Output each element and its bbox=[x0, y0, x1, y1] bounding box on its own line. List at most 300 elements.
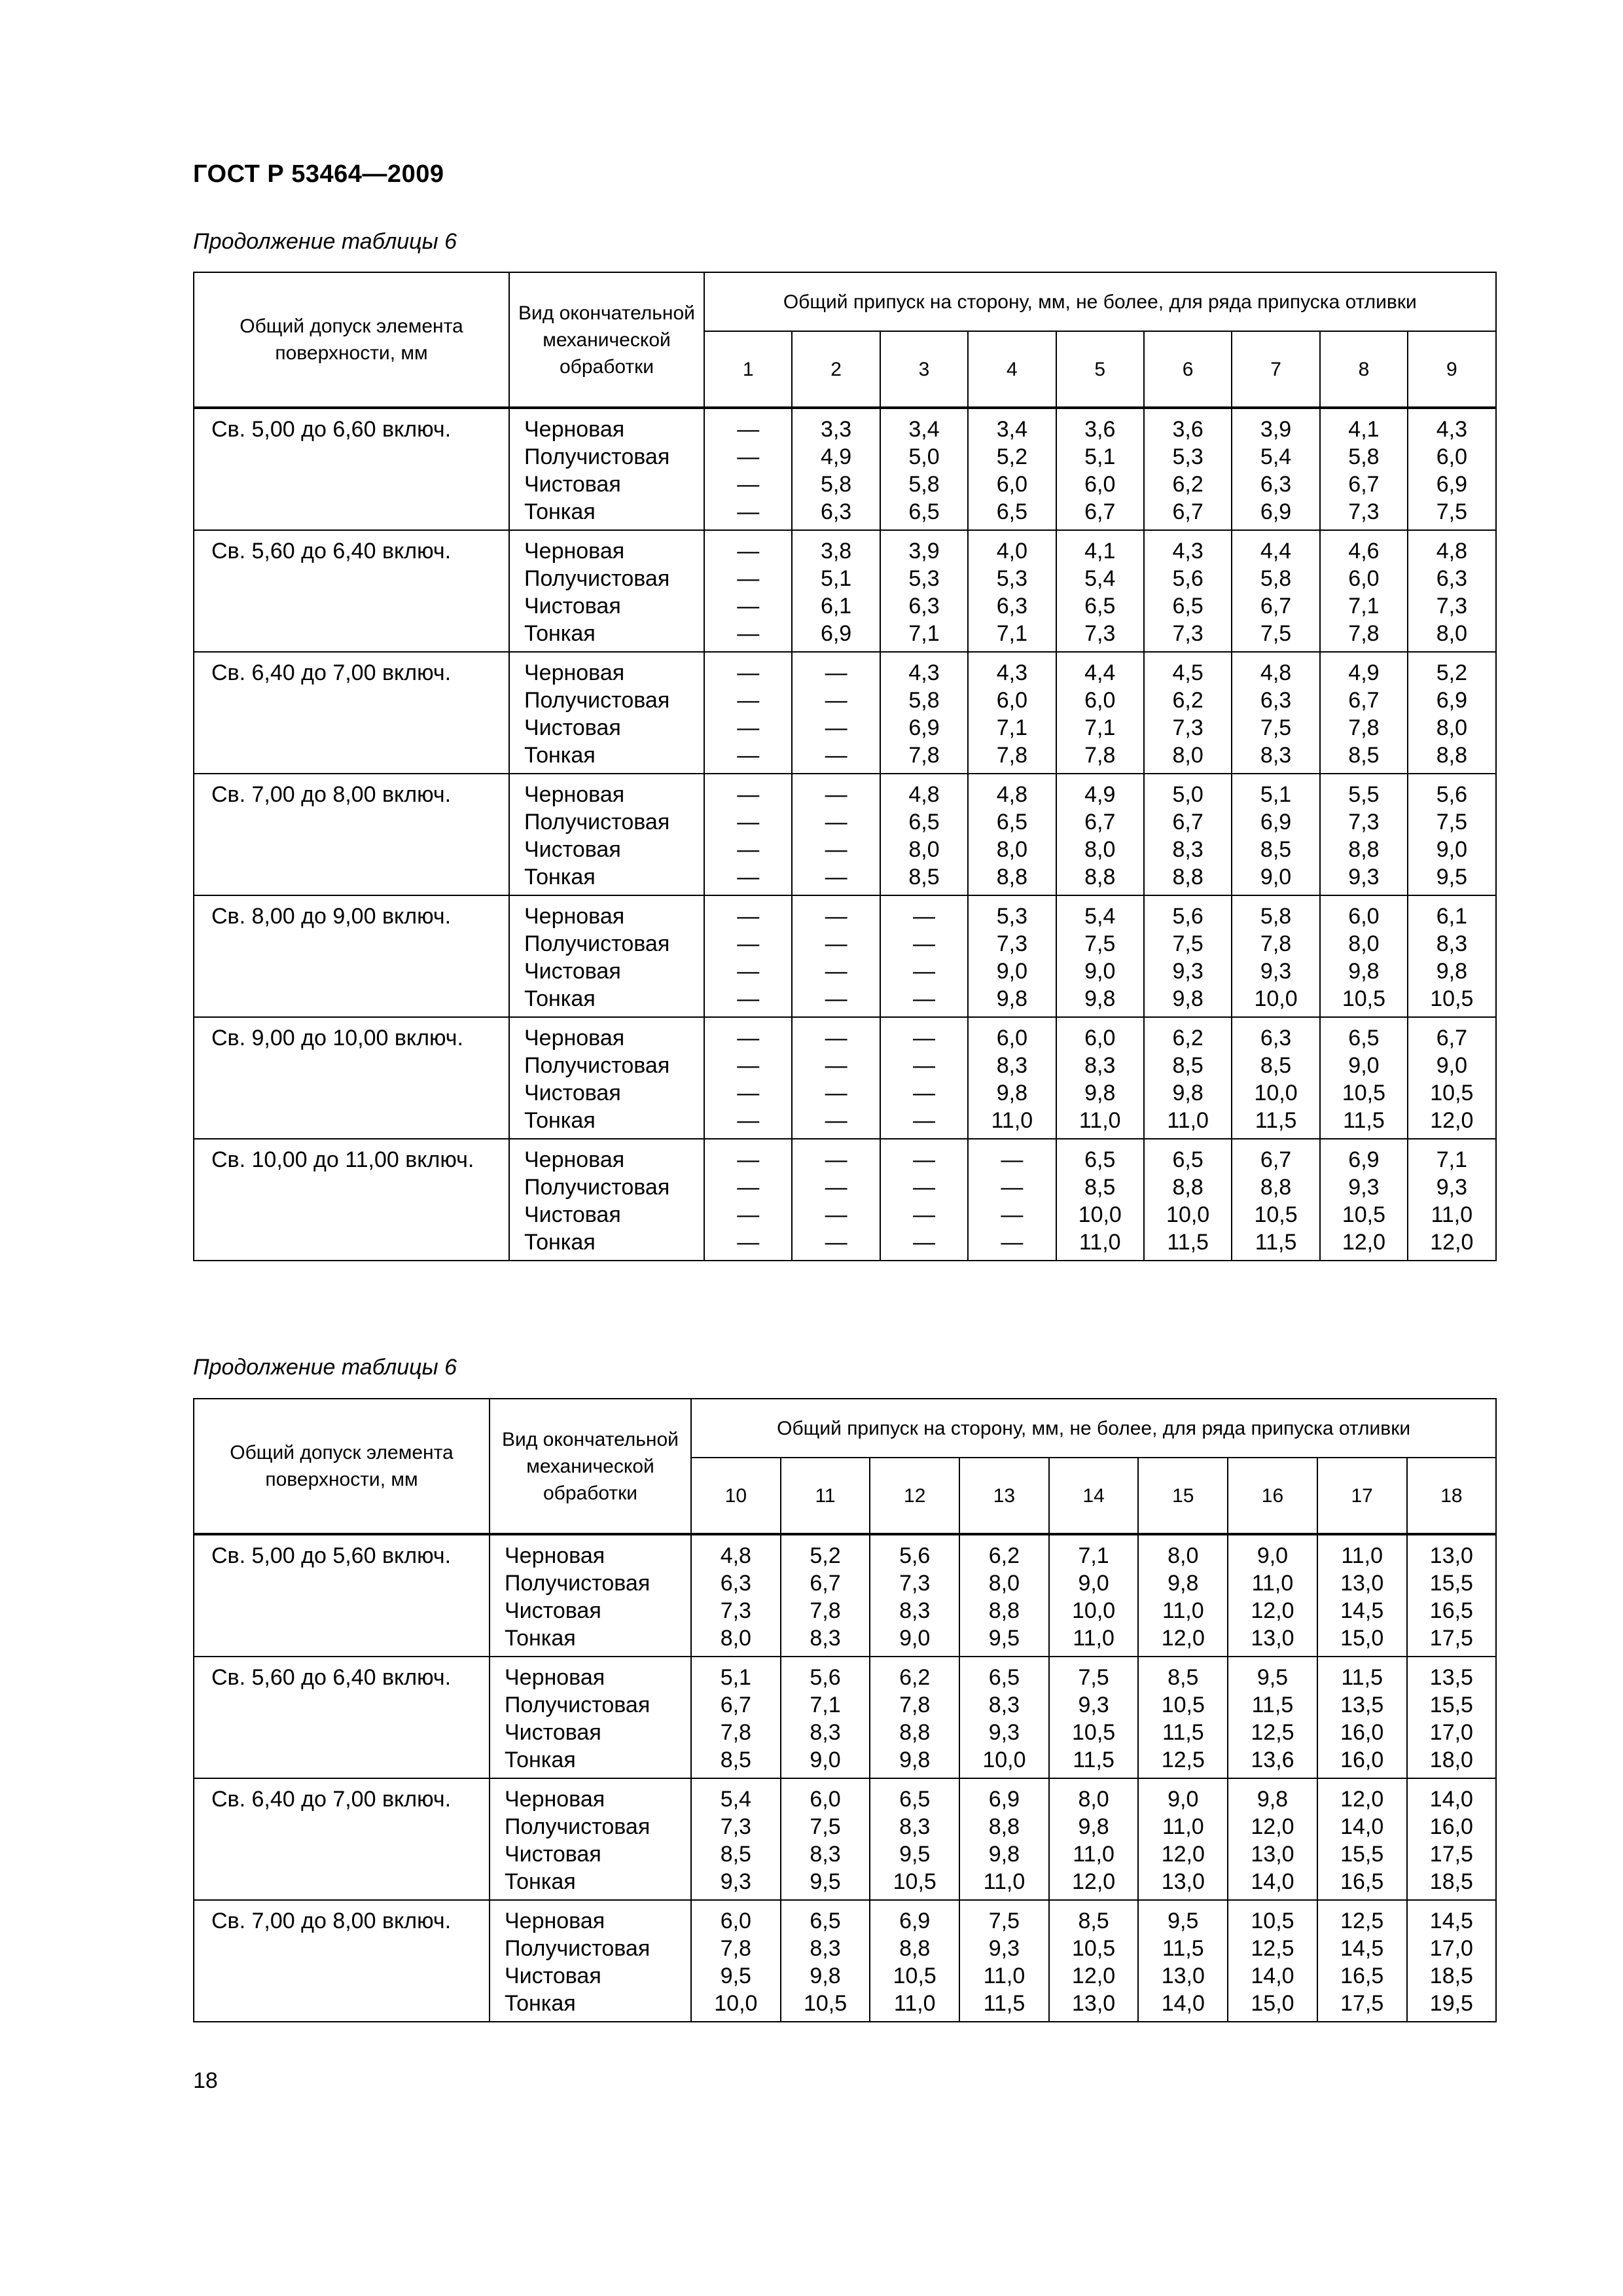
page-number: 18 bbox=[193, 2068, 218, 2093]
allowance-value-cell bbox=[959, 1534, 1049, 1657]
allowance-value: — bbox=[912, 1081, 935, 1105]
machining-kind-cell bbox=[509, 1017, 704, 1139]
allowance-value: 6,7 bbox=[1260, 1147, 1292, 1172]
allowance-value: — bbox=[825, 1026, 847, 1050]
allowance-value-cell bbox=[1049, 1657, 1139, 1778]
allowance-value: 6,5 bbox=[899, 1787, 931, 1812]
machining-kind-label: Чистовая bbox=[505, 1842, 601, 1867]
allowance-value: 6,7 bbox=[1348, 472, 1380, 497]
allowance-value-cell bbox=[1408, 408, 1495, 530]
allowance-value: 8,3 bbox=[1436, 931, 1467, 956]
allowance-value: 19,5 bbox=[1429, 1991, 1473, 2016]
allowance-value: — bbox=[737, 837, 760, 862]
allowance-value: 4,8 bbox=[1436, 539, 1467, 564]
table-row bbox=[194, 408, 1496, 530]
allowance-value: 11,0 bbox=[983, 1869, 1026, 1894]
allowance-value: 5,2 bbox=[810, 1543, 841, 1568]
allowance-value-cell bbox=[870, 1657, 959, 1778]
allowance-row-number: 2 bbox=[792, 331, 880, 408]
allowance-value: 11,0 bbox=[1341, 1543, 1383, 1568]
table-row bbox=[194, 1017, 1496, 1139]
allowance-value: 6,5 bbox=[996, 499, 1027, 524]
allowance-value: 10,5 bbox=[893, 1964, 936, 1988]
allowance-value: 14,0 bbox=[1340, 1814, 1384, 1839]
allowance-value: 10,5 bbox=[1430, 986, 1474, 1011]
allowance-value: 7,8 bbox=[1084, 743, 1116, 768]
allowance-value: — bbox=[825, 1175, 847, 1200]
header-tolerance: Общий допуск элемента поверхности, мм bbox=[194, 1399, 490, 1534]
allowance-value: 8,3 bbox=[1260, 743, 1292, 768]
allowance-value: 9,0 bbox=[1078, 1571, 1109, 1596]
allowance-row-number: 16 bbox=[1228, 1458, 1317, 1534]
allowance-value-cell bbox=[691, 1900, 781, 2022]
allowance-value: 12,0 bbox=[1251, 1598, 1294, 1623]
allowance-value-cell bbox=[1144, 530, 1232, 652]
allowance-value: 6,2 bbox=[899, 1665, 931, 1690]
allowance-value-cell bbox=[1056, 530, 1144, 652]
allowance-value: — bbox=[825, 931, 847, 956]
allowance-value: 7,5 bbox=[1436, 499, 1467, 524]
allowance-value: 6,2 bbox=[1172, 472, 1204, 497]
allowance-value: 5,1 bbox=[1260, 782, 1292, 807]
allowance-value: 9,3 bbox=[1348, 865, 1380, 889]
machining-kind-cell bbox=[509, 652, 704, 774]
allowance-value: 9,8 bbox=[1084, 986, 1116, 1011]
allowance-value: 3,6 bbox=[1172, 417, 1204, 442]
allowance-value: 7,5 bbox=[1260, 621, 1292, 646]
allowance-row-number: 11 bbox=[781, 1458, 870, 1534]
allowance-value: — bbox=[912, 904, 935, 929]
table-caption: Продолжение таблицы 6 bbox=[193, 229, 457, 254]
allowance-value: 5,4 bbox=[1084, 904, 1116, 929]
allowance-value: 6,1 bbox=[820, 594, 852, 619]
allowance-value: 11,5 bbox=[1251, 1693, 1294, 1717]
allowance-value-cell bbox=[1320, 1017, 1408, 1139]
machining-kind-label: Получистовая bbox=[524, 1053, 670, 1078]
machining-kind-label: Черновая bbox=[524, 782, 625, 807]
allowance-value-cell bbox=[880, 1017, 968, 1139]
allowance-value: 10,5 bbox=[1342, 1202, 1386, 1227]
allowance-value: 10,5 bbox=[1072, 1936, 1116, 1961]
allowance-value: 16,5 bbox=[1429, 1598, 1473, 1623]
allowance-value: — bbox=[912, 1230, 935, 1255]
allowance-value: 6,9 bbox=[820, 621, 852, 646]
allowance-value-cell bbox=[1049, 1534, 1139, 1657]
allowance-value: 10,0 bbox=[1166, 1202, 1210, 1227]
allowance-value: 8,5 bbox=[1260, 837, 1292, 862]
allowance-value: 8,0 bbox=[1172, 743, 1204, 768]
allowance-value: 9,0 bbox=[1348, 1053, 1380, 1078]
allowance-value: 7,5 bbox=[1078, 1665, 1109, 1690]
allowance-value: 16,0 bbox=[1429, 1814, 1473, 1839]
allowance-value: 6,7 bbox=[810, 1571, 841, 1596]
allowance-value: 7,5 bbox=[988, 1909, 1020, 1933]
allowance-value-cell bbox=[1144, 1139, 1232, 1261]
allowance-value: 16,5 bbox=[1340, 1964, 1384, 1988]
allowance-value: 11,5 bbox=[1167, 1230, 1209, 1255]
allowance-value-cell bbox=[1320, 652, 1408, 774]
allowance-value: 18,5 bbox=[1429, 1869, 1473, 1894]
machining-kind-label: Получистовая bbox=[524, 1175, 670, 1200]
tolerance-cell: Св. 10,00 до 11,00 включ. bbox=[194, 1139, 509, 1261]
allowance-value: — bbox=[737, 499, 760, 524]
allowance-value: 8,8 bbox=[1348, 837, 1380, 862]
allowance-value: 4,0 bbox=[996, 539, 1027, 564]
allowance-value: 5,0 bbox=[908, 444, 940, 469]
tolerance-cell: Св. 5,60 до 6,40 включ. bbox=[194, 530, 509, 652]
table-row bbox=[194, 1139, 1496, 1261]
allowance-value-cell bbox=[691, 1657, 781, 1778]
machining-kind-label: Получистовая bbox=[505, 1571, 651, 1596]
allowance-value: 3,9 bbox=[908, 539, 940, 564]
allowance-value: 7,3 bbox=[1348, 810, 1380, 834]
allowance-value: 4,3 bbox=[1436, 417, 1467, 442]
allowance-value: 4,8 bbox=[1260, 660, 1292, 685]
allowance-value: 12,0 bbox=[1251, 1814, 1294, 1839]
machining-kind-label: Тонкая bbox=[524, 986, 596, 1011]
machining-kind-label: Тонкая bbox=[524, 743, 596, 768]
allowance-value: 8,5 bbox=[720, 1842, 751, 1867]
allowance-value: 5,6 bbox=[1436, 782, 1467, 807]
allowance-value: 14,5 bbox=[1340, 1598, 1384, 1623]
allowance-value: 7,8 bbox=[810, 1598, 841, 1623]
allowance-value: 6,0 bbox=[996, 1026, 1027, 1050]
allowance-value-cell bbox=[1056, 408, 1144, 530]
allowance-value: 10,5 bbox=[1251, 1909, 1294, 1933]
allowance-value: — bbox=[912, 1175, 935, 1200]
tolerance-cell: Св. 5,00 до 6,60 включ. bbox=[194, 408, 509, 530]
allowance-value: 15,5 bbox=[1429, 1693, 1473, 1717]
allowance-value: 10,0 bbox=[1254, 1081, 1298, 1105]
allowance-value: 9,8 bbox=[996, 1081, 1027, 1105]
allowance-value: 16,0 bbox=[1340, 1748, 1384, 1772]
allowance-value: 5,3 bbox=[996, 904, 1027, 929]
allowance-value: 5,6 bbox=[1172, 904, 1204, 929]
allowance-value: 10,5 bbox=[1161, 1693, 1205, 1717]
allowance-value: 11,5 bbox=[1341, 1665, 1383, 1690]
machining-kind-label: Тонкая bbox=[505, 1991, 576, 2016]
allowance-value: 4,1 bbox=[1348, 417, 1380, 442]
allowance-value: 9,3 bbox=[988, 1936, 1020, 1961]
allowance-value: 12,0 bbox=[1161, 1626, 1205, 1651]
allowance-value: 9,8 bbox=[1348, 959, 1380, 984]
allowance-value: 7,1 bbox=[1348, 594, 1380, 619]
allowance-value: 8,5 bbox=[720, 1748, 751, 1772]
allowance-value: 4,6 bbox=[1348, 539, 1380, 564]
allowance-value-cell bbox=[1407, 1534, 1497, 1657]
allowance-row-number: 8 bbox=[1320, 331, 1408, 408]
allowance-value: 9,8 bbox=[1172, 986, 1204, 1011]
allowance-value-cell bbox=[792, 652, 880, 774]
allowance-value: 11,0 bbox=[1251, 1571, 1294, 1596]
allowance-value: 11,5 bbox=[1073, 1748, 1115, 1772]
allowance-value-cell bbox=[968, 1139, 1056, 1261]
allowance-value: 17,0 bbox=[1429, 1936, 1473, 1961]
allowance-value-cell bbox=[1049, 1778, 1139, 1900]
allowance-value: 9,8 bbox=[996, 986, 1027, 1011]
table-row bbox=[194, 1778, 1496, 1900]
allowance-value: 8,3 bbox=[810, 1842, 841, 1867]
allowance-value: 6,0 bbox=[1348, 566, 1380, 591]
allowance-value: 11,5 bbox=[1343, 1108, 1385, 1133]
allowance-value: 11,0 bbox=[983, 1964, 1026, 1988]
allowance-value-cell bbox=[1232, 530, 1319, 652]
allowance-value-cell bbox=[704, 1017, 792, 1139]
allowance-value: 5,2 bbox=[1436, 660, 1467, 685]
allowance-value: 13,6 bbox=[1251, 1748, 1294, 1772]
allowance-value: 7,3 bbox=[1436, 594, 1467, 619]
allowance-value-cell bbox=[1056, 1017, 1144, 1139]
allowance-value: 7,3 bbox=[1084, 621, 1116, 646]
machining-kind-label: Чистовая bbox=[505, 1964, 601, 1988]
machining-kind-cell bbox=[509, 774, 704, 895]
allowance-value-cell bbox=[1232, 408, 1319, 530]
allowance-value-cell bbox=[704, 895, 792, 1017]
allowance-value: — bbox=[737, 782, 760, 807]
allowance-value: 7,3 bbox=[1172, 621, 1204, 646]
allowance-value: 4,5 bbox=[1172, 660, 1204, 685]
allowance-value: 7,5 bbox=[1084, 931, 1116, 956]
allowance-value: 7,3 bbox=[996, 931, 1027, 956]
allowance-value: 13,5 bbox=[1340, 1693, 1384, 1717]
allowance-value: 8,3 bbox=[996, 1053, 1027, 1078]
allowance-value: — bbox=[737, 1230, 760, 1255]
allowance-row-number: 6 bbox=[1144, 331, 1232, 408]
allowance-value: 9,0 bbox=[1436, 1053, 1467, 1078]
allowance-value: 9,3 bbox=[1172, 959, 1204, 984]
allowance-value: 9,8 bbox=[1436, 959, 1467, 984]
allowance-value: 15,0 bbox=[1251, 1991, 1294, 2016]
allowance-value: — bbox=[737, 810, 760, 834]
allowance-value: 6,9 bbox=[1260, 499, 1292, 524]
allowance-value: 7,3 bbox=[899, 1571, 931, 1596]
allowance-value: 12,0 bbox=[1430, 1108, 1474, 1133]
allowance-value: 9,3 bbox=[1348, 1175, 1380, 1200]
machining-kind-label: Чистовая bbox=[505, 1598, 601, 1623]
machining-kind-label: Черновая bbox=[505, 1543, 605, 1568]
allowance-value: 4,8 bbox=[996, 782, 1027, 807]
allowance-value: 9,0 bbox=[810, 1748, 841, 1772]
allowance-value: 6,7 bbox=[1084, 810, 1116, 834]
allowance-value: 6,9 bbox=[988, 1787, 1020, 1812]
machining-kind-cell bbox=[509, 408, 704, 530]
allowance-value: — bbox=[825, 959, 847, 984]
table-row bbox=[194, 530, 1496, 652]
allowance-value-cell bbox=[880, 774, 968, 895]
header-allowance: Общий припуск на сторону, мм, не более, для ряда припуска отливки bbox=[691, 1399, 1496, 1458]
allowance-value: 7,5 bbox=[1436, 810, 1467, 834]
allowance-value: 7,3 bbox=[1172, 715, 1204, 740]
allowance-value: 6,0 bbox=[996, 472, 1027, 497]
allowance-value-cell bbox=[704, 530, 792, 652]
allowance-value: 6,7 bbox=[1436, 1026, 1467, 1050]
allowance-value-cell bbox=[1144, 652, 1232, 774]
allowance-value: 18,5 bbox=[1429, 1964, 1473, 1988]
allowance-value: 5,6 bbox=[1172, 566, 1204, 591]
machining-kind-label: Чистовая bbox=[524, 1202, 621, 1227]
allowance-value-cell bbox=[1232, 1017, 1319, 1139]
allowance-value: 4,9 bbox=[1348, 660, 1380, 685]
allowance-value: 8,5 bbox=[1084, 1175, 1116, 1200]
machining-kind-label: Чистовая bbox=[524, 1081, 621, 1105]
tolerance-cell: Св. 6,40 до 7,00 включ. bbox=[194, 652, 509, 774]
table-row bbox=[194, 1900, 1496, 2022]
allowance-value-cell bbox=[880, 652, 968, 774]
machining-kind-label: Тонкая bbox=[524, 1230, 596, 1255]
allowance-value: 13,0 bbox=[1072, 1991, 1116, 2016]
allowance-value: 6,5 bbox=[996, 810, 1027, 834]
machining-kind-label: Получистовая bbox=[505, 1693, 651, 1717]
allowance-value: — bbox=[912, 1147, 935, 1172]
allowance-value: 6,0 bbox=[1084, 472, 1116, 497]
allowance-value: 12,0 bbox=[1072, 1964, 1116, 1988]
allowance-value: — bbox=[737, 472, 760, 497]
allowance-row-number: 18 bbox=[1407, 1458, 1497, 1534]
allowance-value: — bbox=[737, 688, 760, 713]
machining-kind-label: Тонкая bbox=[524, 499, 596, 524]
allowance-value: — bbox=[1001, 1230, 1024, 1255]
allowance-value: 15,0 bbox=[1340, 1626, 1384, 1651]
allowance-value: 3,8 bbox=[820, 539, 852, 564]
allowance-value-cell bbox=[792, 1139, 880, 1261]
allowance-value: 3,4 bbox=[908, 417, 940, 442]
allowance-value-cell bbox=[1320, 530, 1408, 652]
allowance-value: 5,8 bbox=[1348, 444, 1380, 469]
allowance-value-cell bbox=[704, 408, 792, 530]
allowance-value: 6,9 bbox=[1436, 688, 1467, 713]
allowance-value: 6,7 bbox=[1172, 810, 1204, 834]
allowance-value: 6,0 bbox=[720, 1909, 751, 1933]
allowance-value-cell bbox=[1144, 895, 1232, 1017]
allowance-value: 7,8 bbox=[996, 743, 1027, 768]
allowance-value-cell bbox=[1317, 1534, 1407, 1657]
allowance-value: 4,8 bbox=[720, 1543, 751, 1568]
allowance-value-cell bbox=[880, 895, 968, 1017]
allowance-value: 6,7 bbox=[1348, 688, 1380, 713]
allowance-value: — bbox=[737, 1147, 760, 1172]
allowance-value-cell bbox=[1144, 1017, 1232, 1139]
allowance-value: 6,7 bbox=[1260, 594, 1292, 619]
allowance-value: — bbox=[737, 1081, 760, 1105]
allowance-value: 14,0 bbox=[1251, 1964, 1294, 1988]
tolerance-cell: Св. 9,00 до 10,00 включ. bbox=[194, 1017, 509, 1139]
allowance-value: 7,5 bbox=[1172, 931, 1204, 956]
allowance-value: — bbox=[737, 539, 760, 564]
allowance-value: — bbox=[737, 417, 760, 442]
allowance-value: 6,3 bbox=[1260, 472, 1292, 497]
allowance-value: — bbox=[825, 904, 847, 929]
allowance-value-cell bbox=[1138, 1657, 1228, 1778]
table-row bbox=[194, 895, 1496, 1017]
machining-kind-cell bbox=[490, 1534, 691, 1657]
machining-kind-cell bbox=[509, 530, 704, 652]
allowance-row-number: 3 bbox=[880, 331, 968, 408]
allowance-value: — bbox=[737, 1175, 760, 1200]
machining-kind-label: Черновая bbox=[524, 1147, 625, 1172]
machining-kind-label: Тонкая bbox=[505, 1626, 576, 1651]
allowance-value: 10,5 bbox=[803, 1991, 847, 2016]
allowance-value: 7,1 bbox=[996, 715, 1027, 740]
allowance-value: 4,3 bbox=[996, 660, 1027, 685]
allowance-value: 16,0 bbox=[1340, 1720, 1384, 1745]
allowance-value-cell bbox=[691, 1778, 781, 1900]
allowance-value: 9,8 bbox=[1257, 1787, 1289, 1812]
allowance-value-cell bbox=[870, 1900, 959, 2022]
allowance-value: 7,8 bbox=[899, 1693, 931, 1717]
machining-kind-label: Чистовая bbox=[505, 1720, 601, 1745]
allowance-value: 9,8 bbox=[1084, 1081, 1116, 1105]
allowance-value-cell bbox=[781, 1778, 870, 1900]
allowance-value: 9,5 bbox=[720, 1964, 751, 1988]
allowance-value-cell bbox=[968, 530, 1056, 652]
allowance-value: — bbox=[825, 1108, 847, 1133]
allowance-value: — bbox=[737, 621, 760, 646]
allowance-value: 8,8 bbox=[1084, 865, 1116, 889]
tolerance-cell: Св. 7,00 до 8,00 включ. bbox=[194, 1900, 490, 2022]
allowance-value: 14,5 bbox=[1429, 1909, 1473, 1933]
allowance-value: 7,3 bbox=[1348, 499, 1380, 524]
allowance-value: — bbox=[825, 837, 847, 862]
allowance-value-cell bbox=[1138, 1900, 1228, 2022]
allowance-value: 8,0 bbox=[988, 1571, 1020, 1596]
machining-kind-label: Чистовая bbox=[524, 959, 621, 984]
allowance-value: 17,5 bbox=[1429, 1626, 1473, 1651]
machining-kind-label: Получистовая bbox=[524, 688, 670, 713]
allowance-value: 9,8 bbox=[1172, 1081, 1204, 1105]
allowance-value: 14,0 bbox=[1429, 1787, 1473, 1812]
allowance-value: 9,3 bbox=[1078, 1693, 1109, 1717]
allowance-value: 9,8 bbox=[1168, 1571, 1199, 1596]
allowance-value: 7,8 bbox=[1348, 621, 1380, 646]
allowance-value: 8,5 bbox=[1078, 1909, 1109, 1933]
allowance-value-cell bbox=[959, 1778, 1049, 1900]
allowance-value-cell bbox=[1320, 1139, 1408, 1261]
machining-kind-cell bbox=[509, 895, 704, 1017]
allowance-value-cell bbox=[968, 895, 1056, 1017]
allowance-value: 12,0 bbox=[1342, 1230, 1386, 1255]
allowance-value-cell bbox=[1408, 530, 1495, 652]
allowance-value: 13,0 bbox=[1340, 1571, 1384, 1596]
allowance-value: 6,9 bbox=[1260, 810, 1292, 834]
allowance-value-cell bbox=[1408, 1017, 1495, 1139]
allowance-value: 8,3 bbox=[810, 1936, 841, 1961]
allowance-value: — bbox=[737, 986, 760, 1011]
allowance-value-cell bbox=[792, 530, 880, 652]
allowance-value: — bbox=[825, 782, 847, 807]
allowance-value: 5,6 bbox=[810, 1665, 841, 1690]
machining-kind-label: Черновая bbox=[524, 660, 625, 685]
allowance-value: 8,0 bbox=[1168, 1543, 1199, 1568]
allowance-value-cell bbox=[1407, 1778, 1497, 1900]
allowance-value: 5,4 bbox=[1260, 444, 1292, 469]
allowance-value: 9,0 bbox=[1436, 837, 1467, 862]
allowance-value-cell bbox=[704, 652, 792, 774]
allowance-value-cell bbox=[870, 1778, 959, 1900]
allowance-value: — bbox=[825, 715, 847, 740]
allowance-value-cell bbox=[1232, 774, 1319, 895]
allowance-value: 10,5 bbox=[893, 1869, 936, 1894]
allowance-value: — bbox=[825, 986, 847, 1011]
allowance-value-cell bbox=[781, 1534, 870, 1657]
header-tolerance: Общий допуск элемента поверхности, мм bbox=[194, 272, 509, 408]
allowance-value: 5,0 bbox=[1172, 782, 1204, 807]
allowance-value: 9,3 bbox=[988, 1720, 1020, 1745]
allowance-value: 6,0 bbox=[1084, 688, 1116, 713]
allowance-value: 6,5 bbox=[908, 810, 940, 834]
allowance-value: 8,8 bbox=[1260, 1175, 1292, 1200]
allowance-value: 8,0 bbox=[720, 1626, 751, 1651]
allowance-value: 9,0 bbox=[1168, 1787, 1199, 1812]
